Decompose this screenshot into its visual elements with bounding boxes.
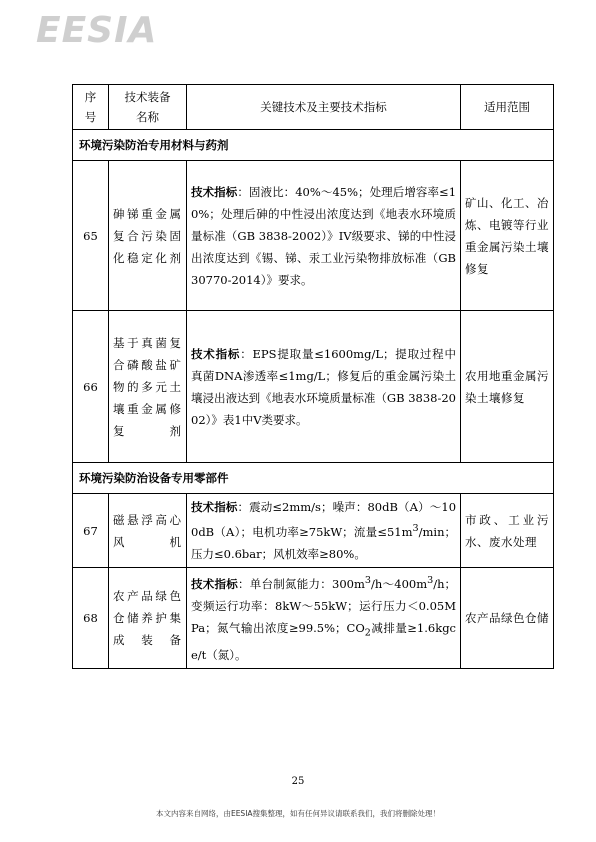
row-name: 磁悬浮高心风机 — [109, 494, 187, 568]
row-spec: 技术指标：震动≤2mm/s；噪声：80dB（A）～100dB（A）；电机功率≥75kW；流量$\le 51m^3/\min$；压力≤0.6bar；风机效率≥80%。 — [187, 494, 461, 568]
table-row — [73, 494, 554, 568]
row-name: 砷锑重金属复合污染固化稳定化剂 — [109, 161, 187, 311]
header-no: 序 号 — [73, 85, 109, 130]
tech-equipment-table — [72, 84, 554, 669]
table-header-row — [73, 85, 554, 130]
row-number: 65 — [73, 161, 109, 311]
spec-label: 技术指标 — [191, 346, 241, 361]
row-number: 67 — [73, 494, 109, 568]
header-spec: 关键技术及主要技术指标 — [187, 85, 461, 130]
row-scope: 矿山、化工、冶炼、电镀等行业重金属污染土壤修复 — [461, 161, 554, 311]
section-row — [73, 463, 554, 494]
table-row — [73, 161, 554, 311]
row-spec: 技术指标：单台制氮能力：$300m^3/h\sim 400m^3/h$；变频运行功率：8kW～55kW；运行压力＜0.05MPa；氮气输出浓度≥99.5%；$CO_2$减排量≥1.6kgce/t（氮）。 — [187, 568, 461, 669]
section-title: 环境污染防治专用材料与药剂 — [73, 130, 554, 161]
section-row — [73, 130, 554, 161]
row-number: 66 — [73, 311, 109, 463]
eesia-logo: EESIA — [36, 10, 158, 51]
row-scope: 农产品绿色仓储 — [461, 568, 554, 669]
spec-label: 技术指标 — [191, 576, 238, 591]
row-name: 基于真菌复合磷酸盐矿物的多元土壤重金属修复剂 — [109, 311, 187, 463]
spec-label: 技术指标 — [191, 184, 238, 199]
section-title: 环境污染防治设备专用零部件 — [73, 463, 554, 494]
footer-disclaimer: 本文内容来自网络，由EESIA搜集整理，如有任何异议请联系我们，我们将删除处理！ — [155, 809, 441, 818]
row-number: 68 — [73, 568, 109, 669]
header-name: 技术装备 名称 — [109, 85, 187, 130]
row-spec: 技术指标：EPS提取量≤1600mg/L；提取过程中真菌DNA渗透率≤1mg/L；修复后的重金属污染土壤浸出液达到《地表水环境质量标准（GB 3838-2002）》表1中V类要求。 — [187, 311, 461, 463]
row-scope: 市政、工业污水、废水处理 — [461, 494, 554, 568]
row-scope: 农用地重金属污染土壤修复 — [461, 311, 554, 463]
table-row — [73, 568, 554, 669]
spec-label: 技术指标 — [191, 500, 238, 515]
row-spec: 技术指标：固液比：40%～45%；处理后增容率≤10%；处理后砷的中性浸出浓度达到《地表水环境质量标准（GB 3838-2002）》IV级要求、锑的中性浸出浓度达到《锡、锑、汞工业污染物排放标准（GB 30770-2014）》要求。 — [187, 161, 461, 311]
table-row — [73, 311, 554, 463]
page-number: 25 — [291, 776, 305, 787]
row-name: 农产品绿色仓储养护集成装备 — [109, 568, 187, 669]
header-scope: 适用范围 — [461, 85, 554, 130]
